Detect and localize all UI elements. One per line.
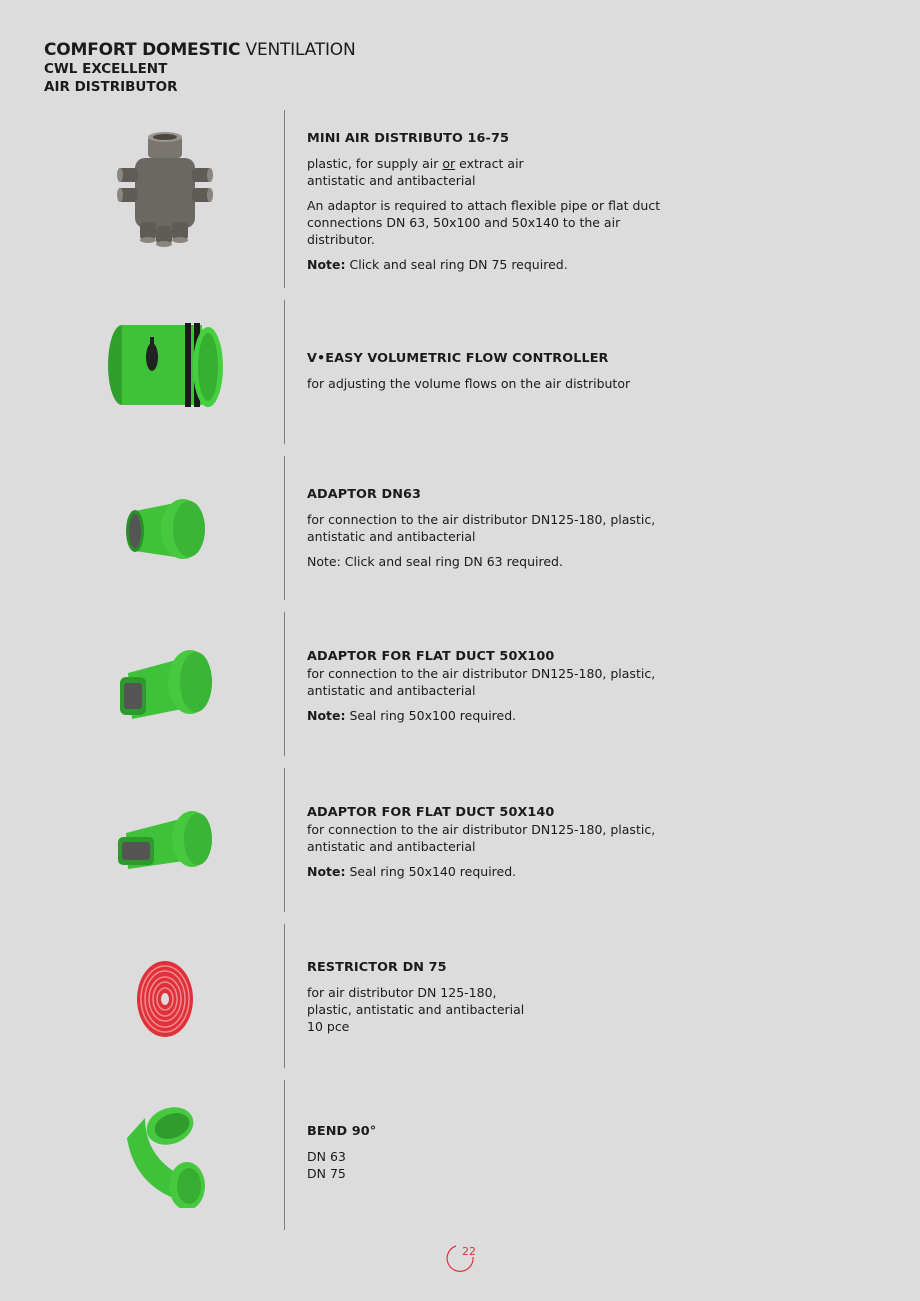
adaptor-50x100-image xyxy=(100,627,230,737)
divider xyxy=(284,924,285,1068)
product-title: ADAPTOR DN63 xyxy=(307,487,422,502)
page-number-text: 22 xyxy=(462,1245,476,1258)
size-dn63: DN 63 xyxy=(307,1149,346,1164)
adaptor-50x140-image xyxy=(100,783,230,893)
size-dn75: DN 75 xyxy=(307,1166,346,1181)
desc-or: or xyxy=(442,156,456,171)
product-title: RESTRICTOR DN 75 xyxy=(307,960,447,975)
product-title: V•EASY VOLUMETRIC FLOW CONTROLLER xyxy=(307,351,609,366)
product-veasy-flow-controller xyxy=(0,300,920,444)
page-header xyxy=(44,40,355,96)
divider xyxy=(284,768,285,912)
section-title xyxy=(44,40,355,60)
product-description xyxy=(307,155,667,189)
product-adaptor-dn63 xyxy=(0,456,920,600)
section-title-light: VENTILATION xyxy=(245,40,356,60)
product-description: for connection to the air distributor DN125-180, plastic, antistatic and antibacterial xyxy=(307,666,656,698)
product-adaptor-flat-50x100 xyxy=(0,612,920,756)
desc-line2: antistatic and antibacterial xyxy=(307,173,476,188)
product-description xyxy=(307,984,667,1035)
subtitle-category: AIR DISTRIBUTOR xyxy=(44,79,178,95)
product-mini-air-distributor xyxy=(0,110,920,288)
divider xyxy=(284,110,285,288)
product-restrictor-dn75 xyxy=(0,924,920,1068)
divider xyxy=(284,1080,285,1230)
product-note xyxy=(307,707,667,724)
product-description xyxy=(307,1148,667,1182)
product-adaptor-flat-50x140 xyxy=(0,768,920,912)
note-text: Click and seal ring DN 75 required. xyxy=(345,257,568,272)
note-label: Note: xyxy=(307,864,346,879)
desc-part-b: extract air xyxy=(455,156,524,171)
adaptor-requirement: An adaptor is required to attach flexible pipe or flat duct connections DN 63, 50x100 and 50x140 to the air distributor. xyxy=(307,198,661,247)
section-title-bold: COMFORT DOMESTIC xyxy=(44,40,241,60)
product-note: Note: Click and seal ring DN 63 required. xyxy=(307,554,563,569)
note-label: Note: xyxy=(307,708,346,723)
desc-line1: for air distributor DN 125-180, xyxy=(307,985,497,1000)
restrictor-image xyxy=(100,939,230,1049)
divider xyxy=(284,456,285,600)
note-text: Seal ring 50x140 required. xyxy=(345,864,517,879)
flow-controller-image xyxy=(100,310,230,420)
product-title: MINI AIR DISTRIBUTO 16-75 xyxy=(307,131,509,146)
product-description: for connection to the air distributor DN125-180, plastic, antistatic and antibacterial xyxy=(307,512,656,544)
desc-line2: plastic, antistatic and antibacterial xyxy=(307,1002,525,1017)
divider xyxy=(284,612,285,756)
product-description: for adjusting the volume flows on the air distributor xyxy=(307,376,631,391)
desc-line3: 10 pce xyxy=(307,1019,350,1034)
product-description: for connection to the air distributor DN125-180, plastic, antistatic and antibacterial xyxy=(307,822,656,854)
desc-part-a: , for supply air xyxy=(347,156,443,171)
product-note xyxy=(307,256,667,273)
bend-90-image xyxy=(100,1098,230,1208)
product-note xyxy=(307,863,667,880)
adaptor-dn63-image xyxy=(100,471,230,581)
page-number xyxy=(444,1243,476,1275)
divider xyxy=(284,300,285,444)
material-label: plastic xyxy=(307,156,348,171)
note-text: Seal ring 50x100 required. xyxy=(345,708,517,723)
note-label: Note: xyxy=(307,257,346,272)
subtitle-product: CWL EXCELLENT xyxy=(44,61,168,77)
product-bend-90 xyxy=(0,1080,920,1230)
product-title: BEND 90° xyxy=(307,1124,377,1139)
mini-air-distributor-image xyxy=(100,135,230,245)
product-title: ADAPTOR FOR FLAT DUCT 50X100 xyxy=(307,649,555,664)
product-title: ADAPTOR FOR FLAT DUCT 50X140 xyxy=(307,805,555,820)
